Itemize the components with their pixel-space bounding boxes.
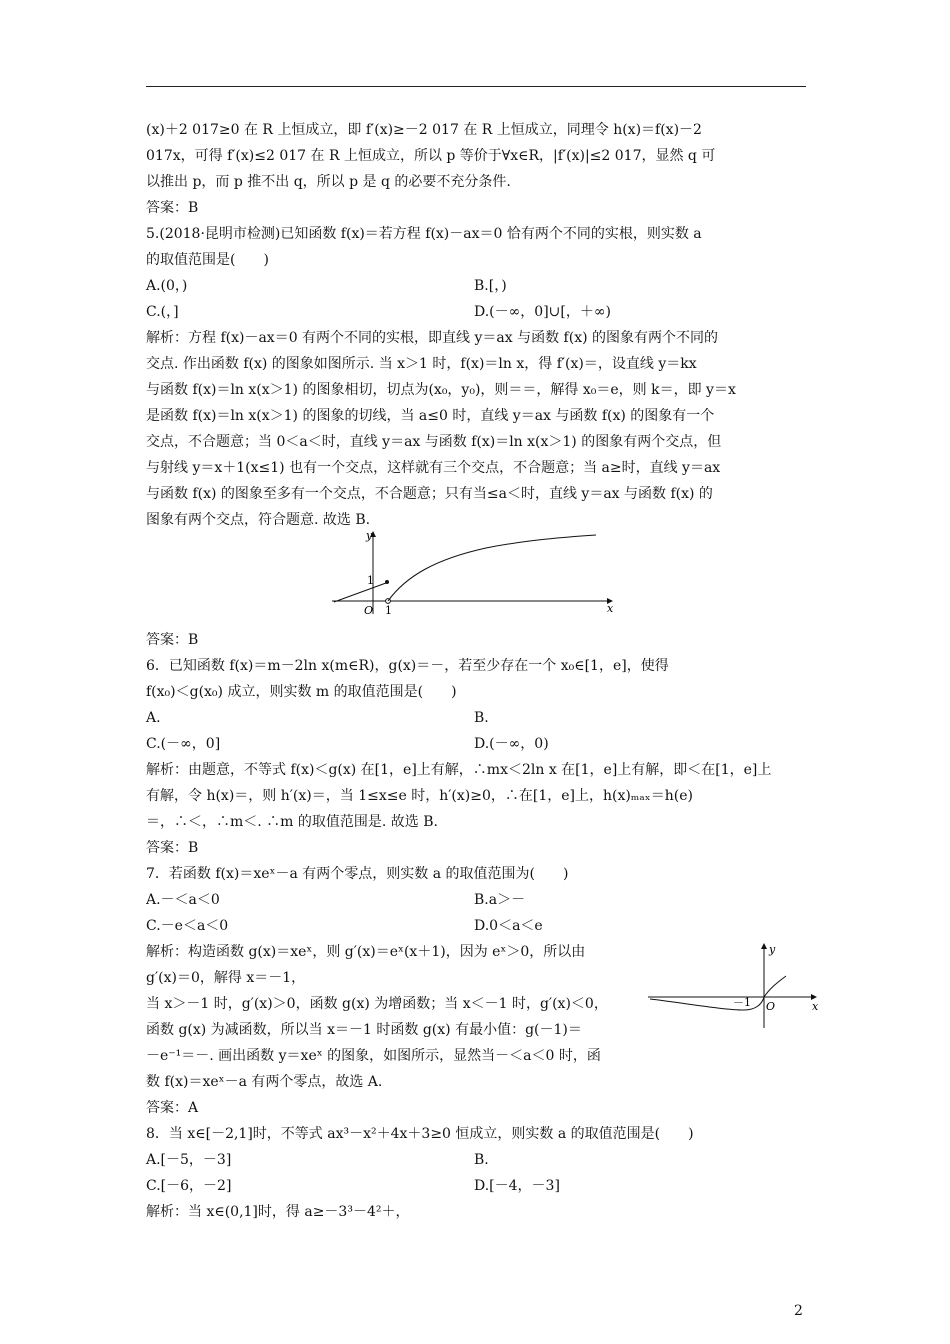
graph-ln-x <box>326 526 626 616</box>
y-axis-label: y <box>366 529 373 542</box>
solution-line: 与函数 f(x)＝ln x(x＞1) 的图象相切，切点为(x₀，y₀)，则＝＝，解得 x₀＝e，则 k＝，即 y＝x <box>146 382 736 398</box>
text-line: 以推出 p，而 p 推不出 q，所以 p 是 q 的必要不充分条件. <box>146 174 511 190</box>
solution-line: 与射线 y＝x＋1(x≤1) 也有一个交点，这样就有三个交点，不合题意；当 a≥时，直线 y＝ax <box>146 460 721 476</box>
option-a: A. <box>146 710 161 726</box>
option-c: C.(，] <box>146 304 179 320</box>
option-a: A.(0，) <box>146 278 188 294</box>
option-a: A.－＜a＜0 <box>146 892 220 908</box>
solution-line: 是函数 f(x)＝ln x(x＞1) 的图象的切线，当 a≤0 时，直线 y＝ax 与函数 f(x) 的图象有一个 <box>146 408 715 424</box>
solution-line: 图象有两个交点，符合题意. 故选 B. <box>146 512 371 528</box>
solution-line: g′(x)＝0，解得 x＝－1， <box>146 970 306 986</box>
solution-line: 与函数 f(x) 的图象至多有一个交点，不合题意；只有当≤a＜时，直线 y＝ax 与函数 f(x) 的 <box>146 486 713 502</box>
graph-xe-x <box>644 938 824 1030</box>
text-line: 的取值范围是( ) <box>146 252 269 268</box>
answer-line: 答案：B <box>146 632 199 648</box>
x-axis-label: x <box>812 1000 819 1013</box>
option-a: A.[－5，－3] <box>146 1152 232 1168</box>
x-axis-label: x <box>607 602 614 615</box>
option-b: B. <box>474 1152 489 1168</box>
option-d: D.[－4，－3] <box>474 1178 560 1194</box>
solution-line: 解析：由题意，不等式 f(x)＜g(x) 在[1，e]上有解，∴mx＜2ln x 在[1，e]上有解，即＜在[1，e]上 <box>146 762 772 778</box>
option-d: D.0＜a＜e <box>474 918 543 934</box>
solution-line: 函数 g(x) 为减函数，所以当 x＝－1 时函数 g(x) 有最小值：g(－1)＝ <box>146 1022 582 1038</box>
option-d: D.(－∞，0]∪[，＋∞) <box>474 304 611 320</box>
solution-line: 解析：方程 f(x)－ax＝0 有两个不同的实根，即直线 y＝ax 与函数 f(x) 的图象有两个不同的 <box>146 330 719 346</box>
solution-line: ＝，∴＜，∴m＜. ∴m 的取值范围是. 故选 B. <box>146 814 438 830</box>
question-6: 6．已知函数 f(x)＝m－2ln x(m∈R)，g(x)＝－，若至少存在一个 x₀∈[1，e]，使得 <box>146 658 669 674</box>
option-b: B.a＞－ <box>474 892 526 908</box>
minus-one-label: －1 <box>733 996 751 1009</box>
text-line: (x)＋2 017≥0 在 R 上恒成立，即 f′(x)≥－2 017 在 R 上恒成立，同理令 h(x)＝f(x)－2 <box>146 122 702 138</box>
header-rule <box>146 86 806 87</box>
solution-line: －e⁻¹＝－. 画出函数 y＝xeˣ 的图象，如图所示，显然当－＜a＜0 时，函 <box>146 1048 601 1064</box>
option-c: C.－e＜a＜0 <box>146 918 229 934</box>
answer-line: 答案：B <box>146 200 199 216</box>
option-d: D.(－∞，0) <box>474 736 549 752</box>
question-5: 5.(2018·昆明市检测)已知函数 f(x)＝若方程 f(x)－ax＝0 恰有两个不同的实根，则实数 a <box>146 226 702 242</box>
option-c: C.[－6，－2] <box>146 1178 232 1194</box>
solution-line: 交点. 作出函数 f(x) 的图象如图所示. 当 x＞1 时，f(x)＝ln x，得 f′(x)＝，设直线 y＝kx <box>146 356 697 372</box>
page-number: 2 <box>794 1303 803 1319</box>
option-b: B.[，) <box>474 278 507 294</box>
option-b: B. <box>474 710 489 726</box>
text-line: f(x₀)＜g(x₀) 成立，则实数 m 的取值范围是( ) <box>146 684 457 700</box>
option-c: C.(－∞，0] <box>146 736 221 752</box>
solution-line: 有解，令 h(x)＝，则 h′(x)＝，当 1≤x≤e 时，h′(x)≥0，∴在[1，e]上，h(x)ₘₐₓ＝h(e) <box>146 788 693 804</box>
question-8: 8．当 x∈[－2,1]时，不等式 ax³－x²＋4x＋3≥0 恒成立，则实数 a 的取值范围是( ) <box>146 1126 694 1142</box>
text-line: 017x，可得 f′(x)≤2 017 在 R 上恒成立，所以 p 等价于∀x∈R，|f′(x)|≤2 017，显然 q 可 <box>146 148 716 164</box>
origin-label: O <box>364 604 374 616</box>
y-axis-label: y <box>769 943 776 956</box>
origin-label: O <box>766 1000 776 1013</box>
solution-line: 当 x＞－1 时，g′(x)＞0，函数 g(x) 为增函数；当 x＜－1 时，g′(x)＜0， <box>146 996 608 1012</box>
answer-line: 答案：B <box>146 840 199 856</box>
y-one-label: 1 <box>367 574 374 587</box>
solution-line: 解析：构造函数 g(x)＝xeˣ，则 g′(x)＝eˣ(x＋1)，因为 eˣ＞0，所以由 <box>146 944 586 960</box>
solution-line: 交点，不合题意；当 0＜a＜时，直线 y＝ax 与函数 f(x)＝ln x(x＞1) 的图象有两个交点，但 <box>146 434 722 450</box>
x-one-label: 1 <box>385 604 392 616</box>
answer-line: 答案：A <box>146 1100 199 1116</box>
solution-line: 数 f(x)＝xeˣ－a 有两个零点，故选 A. <box>146 1074 383 1090</box>
question-7: 7．若函数 f(x)＝xeˣ－a 有两个零点，则实数 a 的取值范围为( ) <box>146 866 569 882</box>
solution-line: 解析：当 x∈(0,1]时，得 a≥－3³－4²＋， <box>146 1204 410 1220</box>
